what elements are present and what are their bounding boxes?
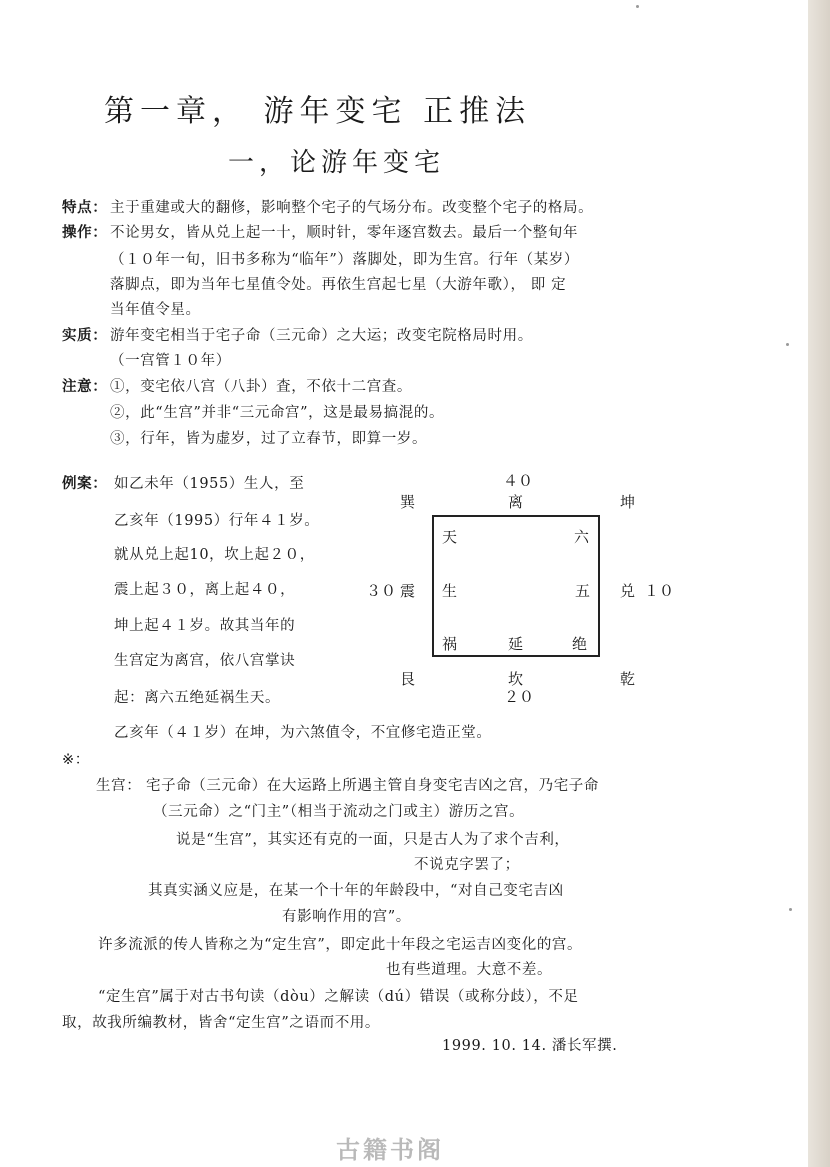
- example-conclusion: 乙亥年（４１岁）在坤，为六煞值令，不宜修宅造正堂。: [114, 725, 492, 741]
- chapter-title: 第一章， 游年变宅 正推法: [104, 94, 532, 129]
- diagram-left-number: ３０: [366, 582, 397, 600]
- remark-line: 也有些道理。大意不差。: [386, 962, 553, 978]
- essence-line: （一宫管１０年）: [110, 353, 231, 369]
- diagram-kan: 坎: [508, 670, 524, 688]
- remark-line: 取，故我所编教材，皆舍“定生宫”之语而不用。: [62, 1015, 381, 1031]
- operation-label: 操作：: [62, 224, 108, 241]
- diagram-right-number: １０: [644, 582, 675, 600]
- diagram-qian: 乾: [620, 670, 636, 688]
- diagram-zhen: 震: [400, 582, 416, 600]
- operation-line: 当年值令星。: [110, 302, 201, 318]
- note-line: ③，行年，皆为虚岁，过了立春节，即算一岁。: [110, 431, 428, 447]
- diagram-kun: 坤: [620, 493, 636, 511]
- diagram-inner-huo: 祸: [442, 635, 458, 653]
- diagram-gen: 艮: [400, 670, 416, 688]
- diagram-dui: 兑: [620, 582, 636, 600]
- sheng-gong-label: 生宫：: [96, 778, 142, 794]
- example-line: 坤上起４１岁。故其当年的: [114, 618, 296, 634]
- remark-line: 其真实涵义应是，在某一个十年的年龄段中，“对自己变宅吉凶: [148, 883, 564, 899]
- remark-line: 宅子命（三元命）在大运路上所遇主管自身变宅吉凶之宫，乃宅子命: [146, 778, 599, 794]
- diagram-li: 离: [508, 493, 524, 511]
- operation-line: （１０年一旬，旧书多称为“临年”）落脚处，即为生宫。行年（某岁）: [110, 252, 580, 268]
- remark-line: 说是“生宫”，其实还有克的一面，只是古人为了求个吉利，: [176, 832, 570, 848]
- diagram-inner-sheng: 生: [442, 582, 458, 600]
- remark-line: 有影响作用的宫”。: [282, 909, 411, 925]
- scan-speck: [786, 343, 789, 346]
- remark-line: “定生宫”属于对古书句读（dòu）之解读（dú）错误（或称分歧），不足: [98, 989, 579, 1005]
- example-line: 震上起３０，离上起４０，: [114, 582, 296, 598]
- diagram-xun: 巽: [400, 493, 416, 511]
- essence-label: 实质：: [62, 327, 108, 344]
- operation-line: 落脚点，即为当年七星值令处。再依生宫起七星（大游年歌）， 即 定: [110, 277, 567, 293]
- operation-line: 不论男女，皆从兑上起一十，顺时针，零年逐宫数去。最后一个整旬年: [110, 225, 579, 241]
- note-line: ①，变宅依八宫（八卦）査，不依十二宫査。: [110, 379, 412, 395]
- scan-speck: [789, 908, 792, 911]
- remark-line: （三元命）之“门主”（相当于流动之门或主）游历之宫。: [153, 804, 525, 820]
- example-line: 生宫定为离宫，依八宫掌诀: [114, 653, 296, 669]
- features-label: 特点：: [62, 199, 108, 216]
- remark-line: 不说克字罢了；: [414, 857, 520, 873]
- remark-line: 许多流派的传人皆称之为“定生宫”，即定此十年段之宅运吉凶变化的宫。: [98, 937, 583, 953]
- note-line: ②，此“生宫”并非“三元命宫”，这是最易搞混的。: [110, 405, 445, 421]
- diagram-top-number: ４０: [503, 472, 534, 490]
- diagram-bottom-number: ２０: [504, 688, 535, 706]
- example-line: 如乙未年（1955）生人，至: [114, 476, 305, 492]
- diagram-inner-wu: 五: [575, 582, 591, 600]
- page-edge: [808, 0, 830, 1167]
- example-line: 起：离六五绝延祸生天。: [114, 690, 281, 706]
- notes-label: 注意：: [62, 378, 108, 395]
- example-line: 就从兑上起10，坎上起２０，: [114, 547, 315, 563]
- diagram-inner-yan: 延: [508, 635, 524, 653]
- example-label: 例案：: [62, 475, 108, 492]
- watermark: 古籍书阁: [336, 1135, 444, 1164]
- features-text: 主于重建或大的翻修，影响整个宅子的气场分布。改变整个宅子的格局。: [110, 200, 594, 216]
- diagram-inner-liu: 六: [574, 528, 590, 546]
- scan-speck: [636, 5, 639, 8]
- diagram-inner-jue: 绝: [572, 635, 588, 653]
- essence-line: 游年变宅相当于宅子命（三元命）之大运；改变宅院格局时用。: [110, 328, 533, 344]
- example-line: 乙亥年（1995）行年４１岁。: [114, 513, 320, 529]
- signature: 1999. 10. 14. 潘长军撰.: [442, 1038, 618, 1054]
- remark-mark: ※：: [62, 752, 90, 768]
- section-title: 一，论游年变宅: [228, 148, 446, 178]
- diagram-inner-tian: 天: [442, 528, 458, 546]
